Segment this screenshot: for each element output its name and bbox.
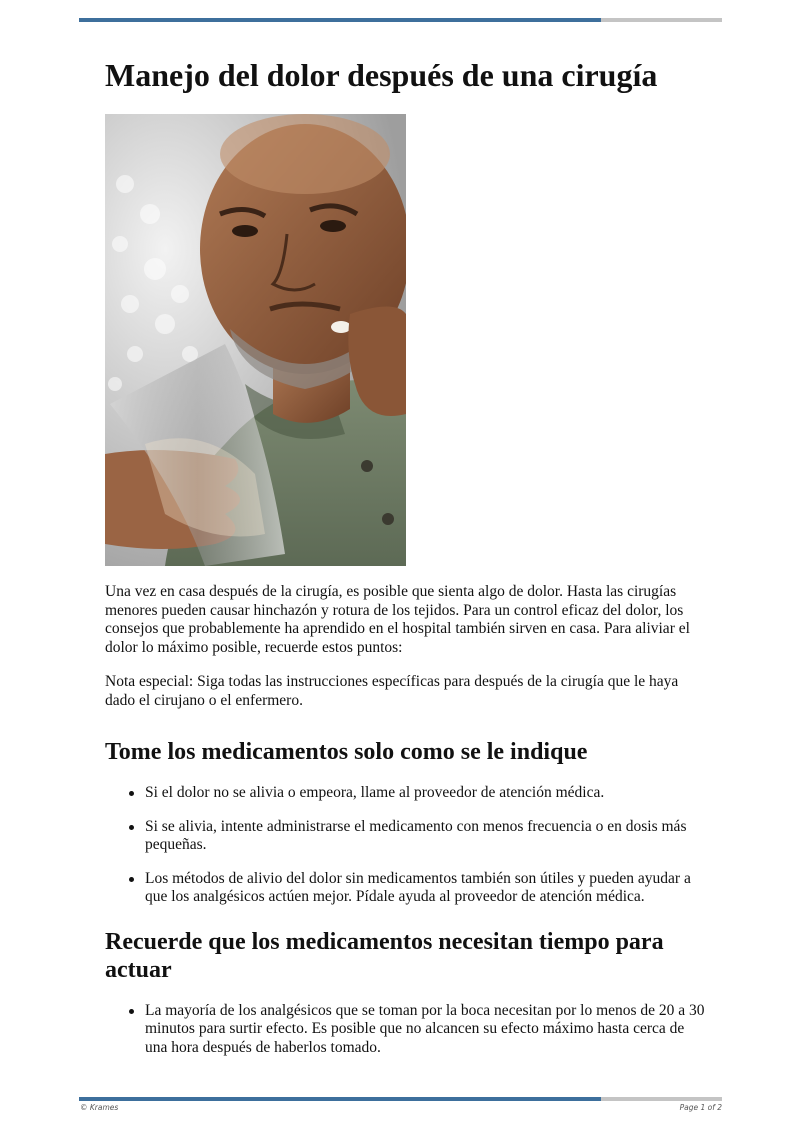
footer-page-number: Page 1 of 2 <box>679 1103 722 1112</box>
intro-paragraph: Una vez en casa después de la cirugía, es posible que sienta algo de dolor. Hasta las cirugías menores pueden causar hinchazón y rotura de los tejidos. Para un control eficaz del dolor, los consejos que probablemente ha aprendido en el hospital también sirven en casa. Para aliviar el dolor lo máximo posible, recuerde estos puntos: <box>105 583 690 656</box>
footer-rule <box>79 1097 722 1101</box>
footer-copyright: © Krames <box>80 1103 119 1112</box>
header-rule-grey <box>601 18 722 22</box>
list-item: Los métodos de alivio del dolor sin medicamentos también son útiles y pueden ayudar a que los analgésicos actúen mejor. Pídale ayuda al proveedor de atención médica. <box>145 870 705 907</box>
list-item: Si se alivia, intente administrarse el medicamento con menos frecuencia o en dosis más pequeñas. <box>145 818 705 855</box>
section-heading-medications: Tome los medicamentos solo como se le indique <box>105 739 588 765</box>
footer-rule-accent <box>79 1097 601 1101</box>
header-rule-accent <box>79 18 601 22</box>
document-body <box>105 55 705 1057</box>
special-note-paragraph: Nota especial: Siga todas las instrucciones específicas para después de la cirugía que le haya dado el cirujano o el enfermero. <box>105 673 679 709</box>
list-item: La mayoría de los analgésicos que se toman por la boca necesitan por lo menos de 20 a 30 minutos para surtir efecto. Es posible que no alcancen su efecto máximo hasta cerca de una hora después de haberlos tomado. <box>145 1001 705 1056</box>
photo-man-taking-pill <box>105 114 406 566</box>
footer-rule-grey <box>601 1097 722 1101</box>
bullet-list-medications <box>105 784 705 907</box>
list-item: Si el dolor no se alivia o empeora, llame al proveedor de atención médica. <box>145 784 705 803</box>
section-heading-time-to-act: Recuerde que los medicamentos necesitan tiempo para actuar <box>105 928 664 983</box>
bullet-list-time-to-act <box>105 1002 705 1058</box>
header-rule <box>79 18 722 22</box>
page-title: Manejo del dolor después de una cirugía <box>105 57 658 93</box>
